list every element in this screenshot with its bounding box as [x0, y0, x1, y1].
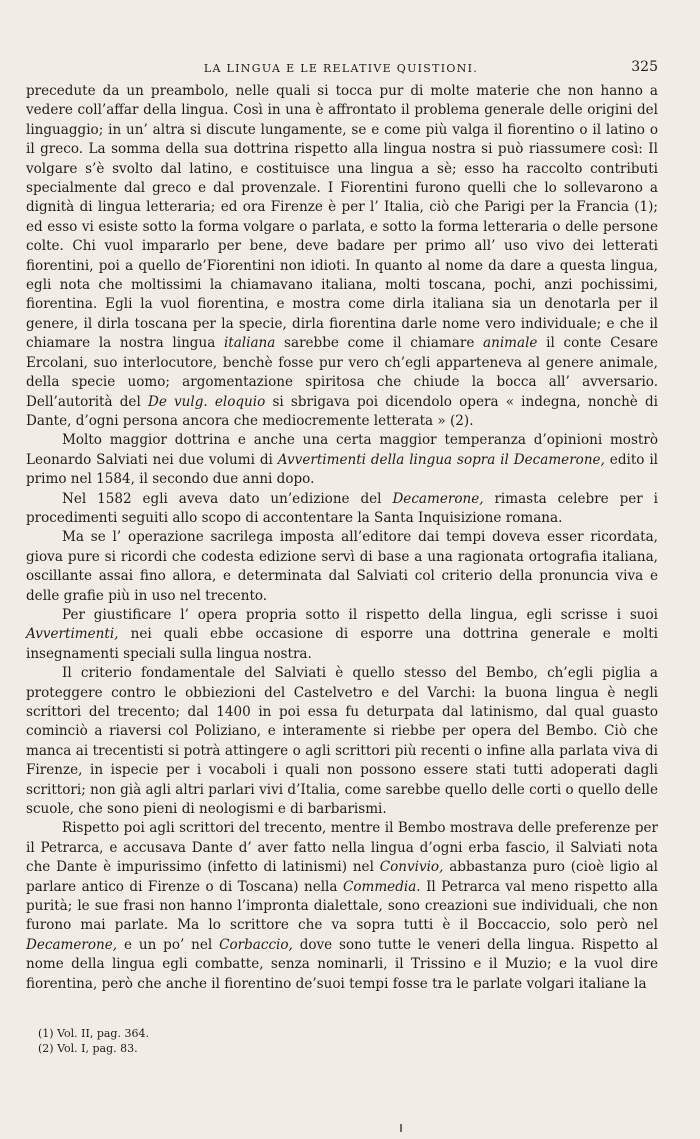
italic-run: italiana [223, 335, 276, 352]
paragraph-5 [26, 606, 658, 664]
text-run: rimasta celebre per i procedimenti seguiti allo scopo di accontentare la Santa Inquisizione romana. [26, 490, 659, 526]
text-run: Nel 1582 egli aveva dato un’edizione del [62, 490, 393, 507]
text-run: il conte Cesare Ercolani, suo interlocutore, benchè fosse pur vero ch’egli apparteneva al genere animale, della specie uomo; argomentazione spiritosa che chiude la bocca all’ avversario. Dell’autorità del [26, 335, 658, 410]
italic-run: Decamerone, [26, 936, 118, 953]
text-run: edito il primo nel 1584, il secondo due anni dopo. [26, 451, 658, 488]
text-run: sarebbe come il chiamare [275, 335, 484, 352]
italic-run: Commedia. [342, 878, 421, 895]
text-run: dove sono tutte le veneri della lingua. Rispetto al nome della lingua egli combatte, senza nominarli, il Trissino e il Muzio; e la vuol dire fiorentina, però che anche il fiorentino de’suoi tempi fosse tra le parlate volgari italiane la [26, 936, 658, 992]
text-run: Il Petrarca val meno rispetto alla purità; le sue frasi non hanno l’impronta dialettale, sono creazioni sue individuali, che non furono mai parlate. Ma lo scrittore che va sopra tutti è il Boccaccio, solo però nel [26, 878, 658, 934]
italic-run: Avvertimenti, [26, 626, 119, 643]
italic-run: Decamerone, [392, 490, 484, 507]
text-run: Ma se l’ operazione sacrilega imposta all’editore dai tempi doveva esser ricordata, giova pure si ricordi che codesta edizione servì di base a una ragionata ortografia italiana, oscillante assai fino allora, e determinata dal Salviati col criterio della pronuncia viva e delle grafie più in uso nel trecento. [26, 529, 658, 604]
text-run: nei quali ebbe occasione di esporre una dottrina generale e molti insegnamenti speciali sulla lingua nostra. [26, 626, 658, 662]
stray-mark [400, 1124, 402, 1132]
running-title: LA LINGUA E LE RELATIVE QUISTIONI. [203, 62, 479, 75]
text-run: precedute da un preambolo, nelle quali si tocca pur di molte materie che non hanno a vedere coll’affar della lingua. Così in una è affrontato il problema generale delle origini del linguaggio; in un’ altra si discute lungamente, se e come più valga il fiorentino o il latino o il greco. La somma della sua dottrina rispetto alla lingua nostra si può riassumere così: Il volgare s’è svolto dal latino, e costituisce una lingua a sè; esso ha raccolto contributi specialmente dal greco e dal provenzale. I Fiorentini furono quelli che lo sollevarono a dignità di lingua letteraria; ed ora Firenze è per l’ Italia, ciò che Parigi per la Francia (1); ed esso vi esiste sotto la forma volgare o parlata, e sotto la forma letteraria o delle persone colte. Chi vuol impararlo per bene, deve badare per primo all’ uso vivo dei letterati fiorentini, poi a quello de’Fiorentini non idioti. In quanto al nome da dare a questa lingua, egli nota che moltissimi la chiamavano italiana, molti toscana, pochi, anzi pochissimi, fiorentina. Egli la vuol fiorentina, e mostra come dirla italiana sia un denotarla per il genere, il dirla toscana per la specie, dirla fiorentina darle nome vero individuale; e che il chiamare la nostra lingua [26, 83, 658, 352]
body-text [26, 82, 658, 994]
text-run: Rispetto poi agli scrittori del trecento, mentre il Bembo mostrava delle preferenze per il Petrarca, e accusava Dante d’ aver fatto nella lingua d’ogni erba fascio, il Salviati nota che Dante è impurissimo (infetto di latinismi) nel [26, 820, 658, 876]
text-run: si sbrigava poi dicendolo opera « indegna, nonchè di Dante, d’ogni persona ancora che mediocremente letterata » (2). [26, 393, 658, 429]
paragraph-6 [26, 664, 658, 819]
paragraph-3 [26, 490, 658, 529]
text-run: Il criterio fondamentale del Salviati è quello stesso del Bembo, ch’egli piglia a proteggere contro le obbiezioni del Castelvetro e del Varchi: la buona lingua è negli scrittori del trecento; dal 1400 in poi essa fu deturpata dal latinismo, dal qual guasto cominciò a riaversi col Poliziano, e interamente si riebbe per opera del Bembo. Ciò che manca ai trecentisti si potrà attingere o agli scrittori più recenti o infine alla parlata viva di Firenze, in ispecie per i vocaboli i quali non possono essere stati tutti adoperati dagli scrittori; non già agli altri parlari vivi d’Italia, come sarebbe quello delle corti o quello delle scuole, che sono pieni di neologismi e di barbarismi. [26, 665, 658, 818]
italic-run: De vulg. eloquio [147, 393, 266, 410]
italic-run: Corbaccio, [219, 936, 293, 953]
paragraph-4 [26, 528, 658, 606]
footnotes [38, 1026, 149, 1056]
italic-run: animale [483, 335, 538, 352]
footnote-1: (1) Vol. II, pag. 364. [38, 1027, 149, 1040]
paragraph-7 [26, 819, 658, 994]
italic-run: Convivio, [379, 859, 444, 876]
footnote-2: (2) Vol. I, pag. 83. [38, 1042, 138, 1055]
italic-run: Avvertimenti della lingua sopra il Decamerone, [277, 451, 605, 468]
paragraph-2 [26, 431, 658, 489]
page-number: 325 [631, 59, 658, 75]
paragraph-1 [26, 82, 658, 431]
text-run: abbastanza puro (cioè ligio al parlare antico di Firenze o di Toscana) nella [26, 859, 658, 895]
text-run: Molto maggior dottrina e anche una certa maggior temperanza d’opinioni mostrò Leonardo Salviati nei due volumi di [26, 432, 658, 468]
text-run: Per giustificare l’ opera propria sotto il rispetto della lingua, egli scrisse i suoi [62, 606, 658, 623]
text-run: e un po’ nel [117, 936, 220, 953]
running-head [26, 59, 658, 80]
